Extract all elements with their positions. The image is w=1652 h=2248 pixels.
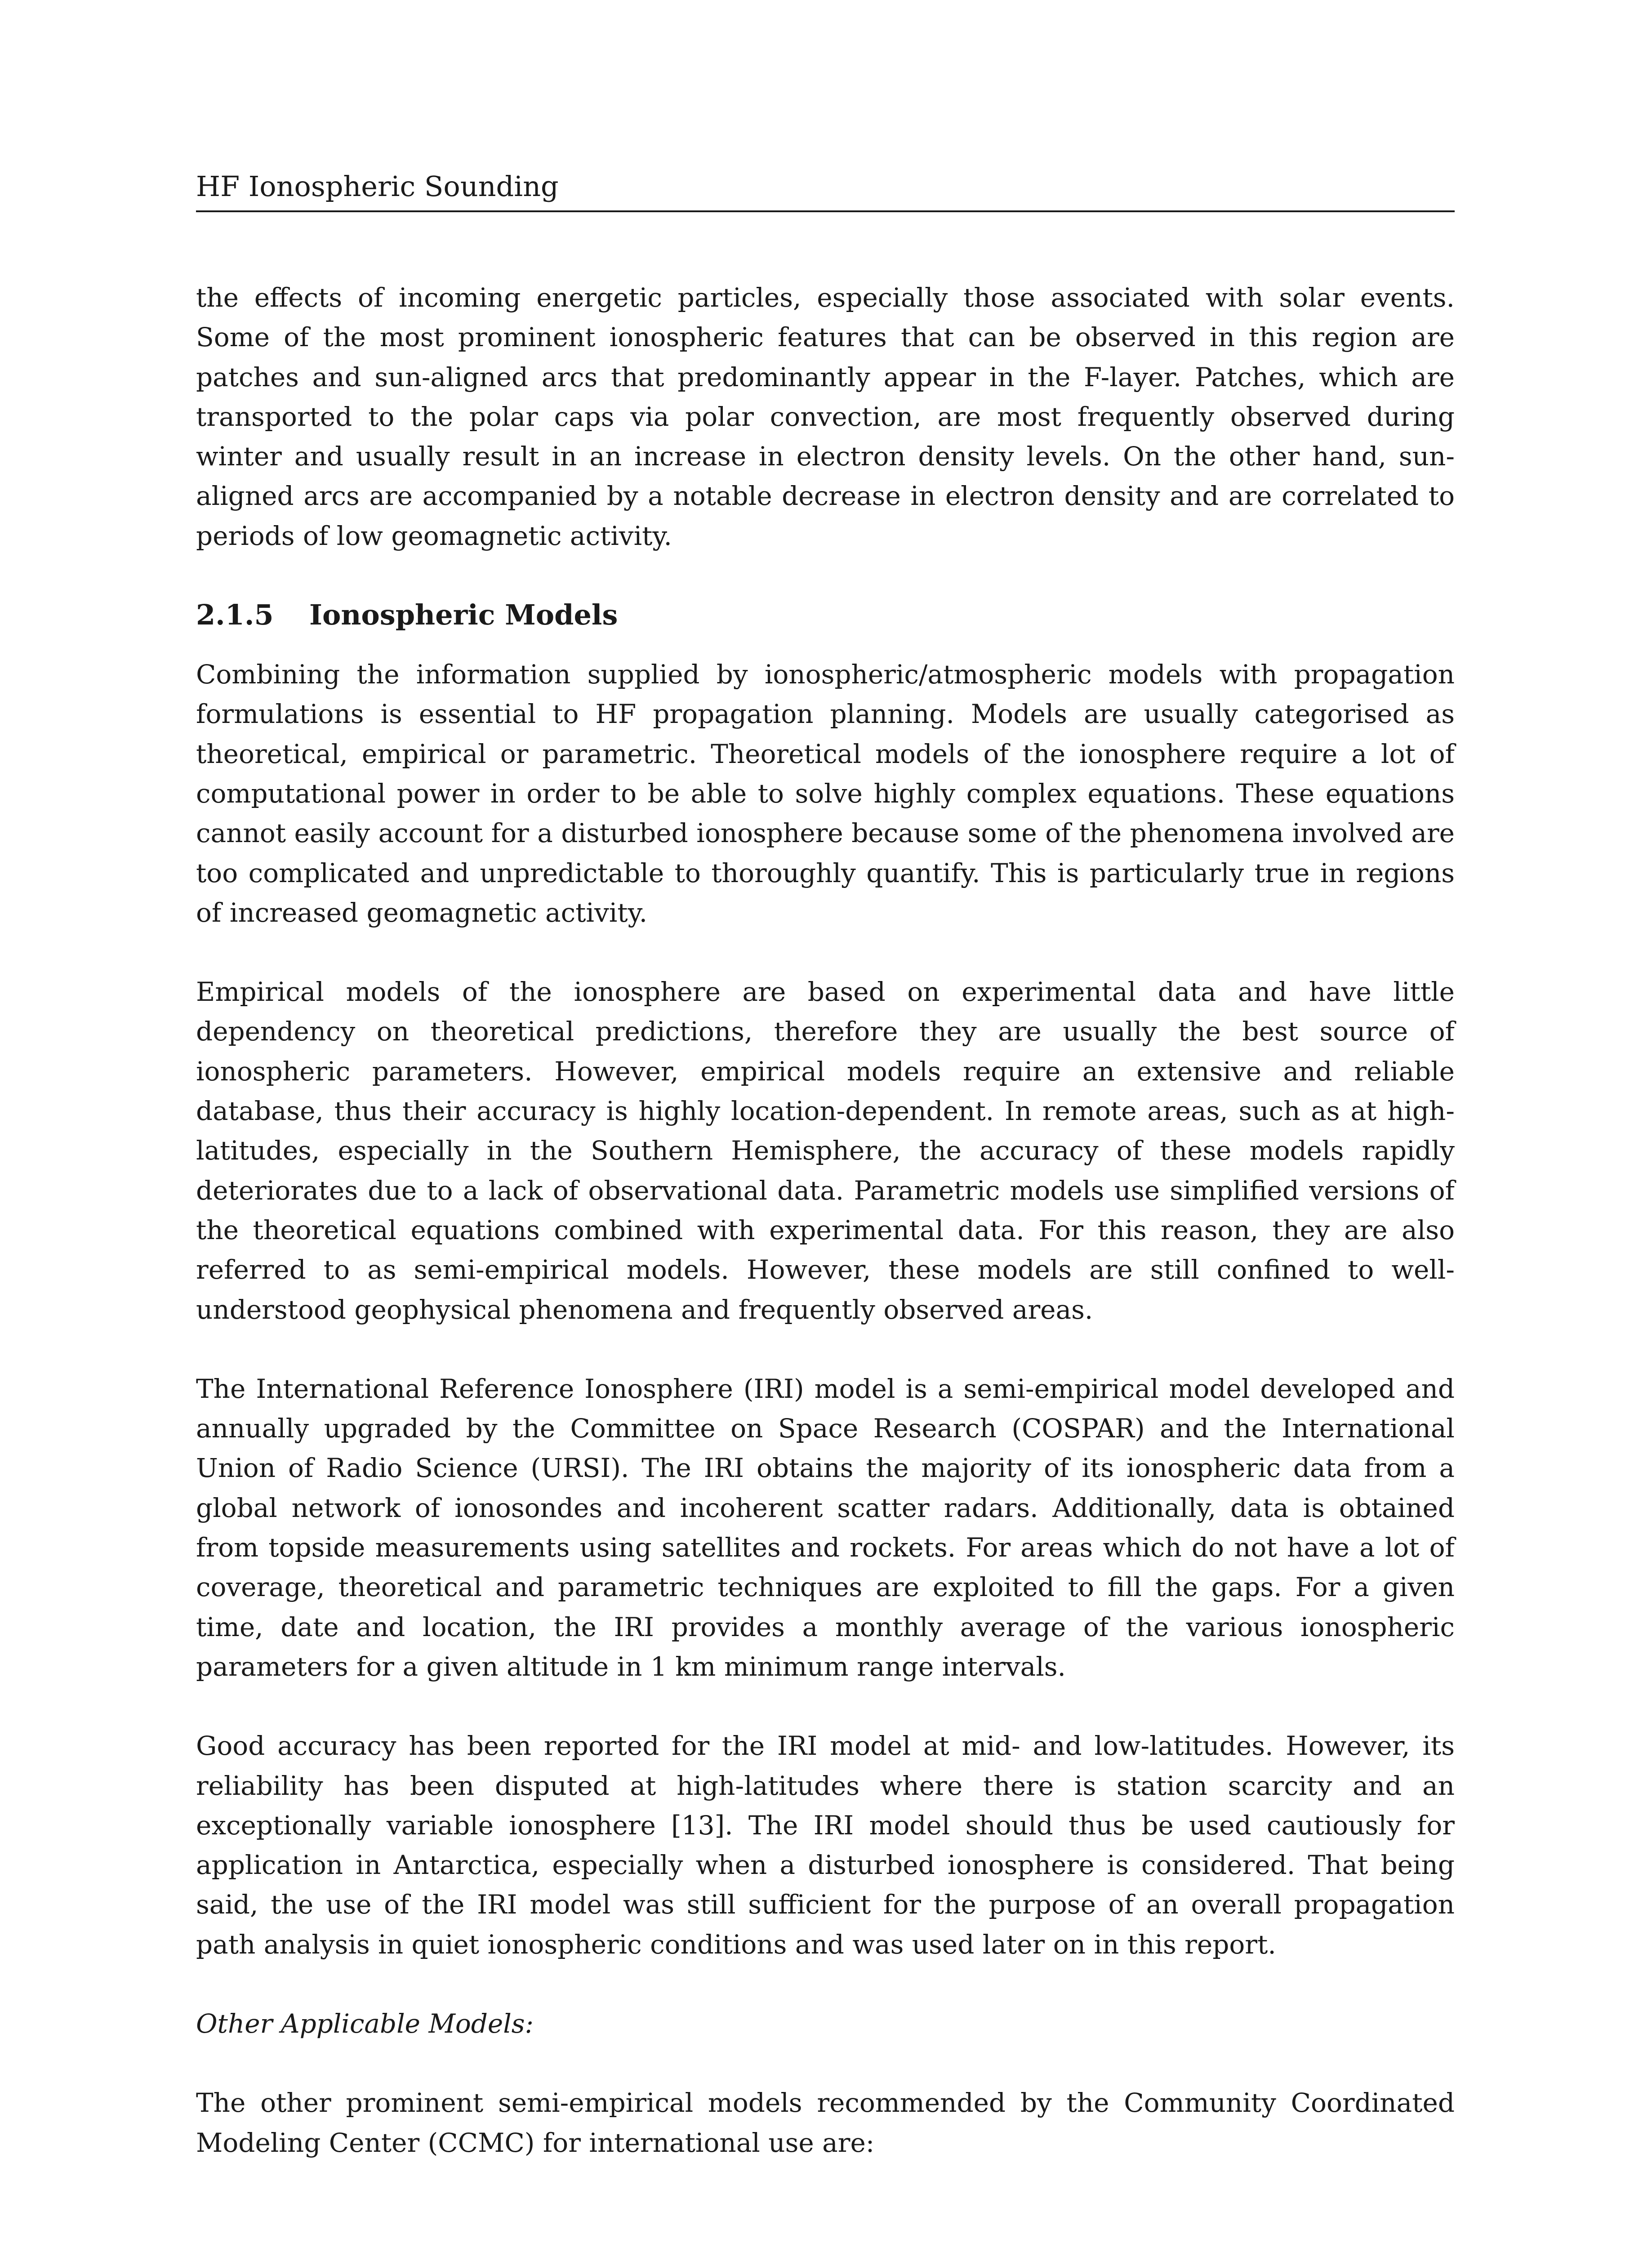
header-divider: [196, 210, 1455, 212]
paragraph-ccmc-models: The other prominent semi-empirical models recommended by the Community Coordinated Modeling Center (CCMC) for international use are:: [196, 2087, 1455, 2158]
document-body: [196, 278, 1455, 2163]
section-title: Ionospheric Models: [309, 598, 618, 632]
subheading-other-models: Other Applicable Models:: [196, 2008, 534, 2039]
paragraph-iri-accuracy: Good accuracy has been reported for the IRI model at mid- and low-latitudes. However, its reliability has been disputed at high-latitudes where there is station scarcity and an exceptionally variable ionosphere [13]. The IRI model should thus be used cautiously for application in Antarctica, especially when a disturbed ionosphere is considered. That being said, the use of the IRI model was still sufficient for the purpose of an overall propagation path analysis in quiet ionospheric conditions and was used later on in this report.: [196, 1731, 1455, 1960]
paragraph-iri-model: The International Reference Ionosphere (IRI) model is a semi-empirical model developed and annually upgraded by the Committee on Space Research (COSPAR) and the International Union of Radio Science (URSI). The IRI obtains the majority of its ionospheric data from a global network of ionosondes and incoherent scatter radars. Additionally, data is obtained from topside measurements using satellites and rockets. For areas which do not have a lot of coverage, theoretical and parametric techniques are exploited to fill the gaps. For a given time, date and location, the IRI provides a monthly average of the various ionospheric parameters for a given altitude in 1 km minimum range intervals.: [196, 1373, 1455, 1682]
paragraph-solar-events: the effects of incoming energetic particles, especially those associated with solar events. Some of the most prominent ionospheric features that can be observed in this region are patches and sun-aligned arcs that predominantly appear in the F-layer. Patches, which are transported to the polar caps via polar convection, are most frequently observed during winter and usually result in an increase in electron density levels. On the other hand, sun-aligned arcs are accompanied by a notable decrease in electron density and are correlated to periods of low geomagnetic activity.: [196, 282, 1455, 551]
document-page: [196, 0, 1455, 2248]
paragraph-model-categories: Combining the information supplied by ionospheric/atmospheric models with propagation formulations is essential to HF propagation planning. Models are usually categorised as theoretical, empirical or parametric. Theoretical models of the ionosphere require a lot of computational power in order to be able to solve highly complex equations. These equations cannot easily account for a disturbed ionosphere because some of the phenomena involved are too complicated and unpredictable to thoroughly quantify. This is particularly true in regions of increased geomagnetic activity.: [196, 659, 1455, 928]
running-header: HF Ionospheric Sounding: [196, 170, 559, 203]
section-number: 2.1.5: [196, 598, 274, 632]
paragraph-empirical-models: Empirical models of the ionosphere are based on experimental data and have little dependency on theoretical predictions, therefore they are usually the best source of ionospheric parameters. However, empirical models require an extensive and reliable database, thus their accuracy is highly location-dependent. In remote areas, such as at high-latitudes, especially in the Southern Hemisphere, the accuracy of these models rapidly deteriorates due to a lack of observational data. Parametric models use simplified versions of the theoretical equations combined with experimental data. For this reason, they are also referred to as semi-empirical models. However, these models are still confined to well-understood geophysical phenomena and frequently observed areas.: [196, 977, 1455, 1325]
section-heading: [196, 595, 1455, 635]
